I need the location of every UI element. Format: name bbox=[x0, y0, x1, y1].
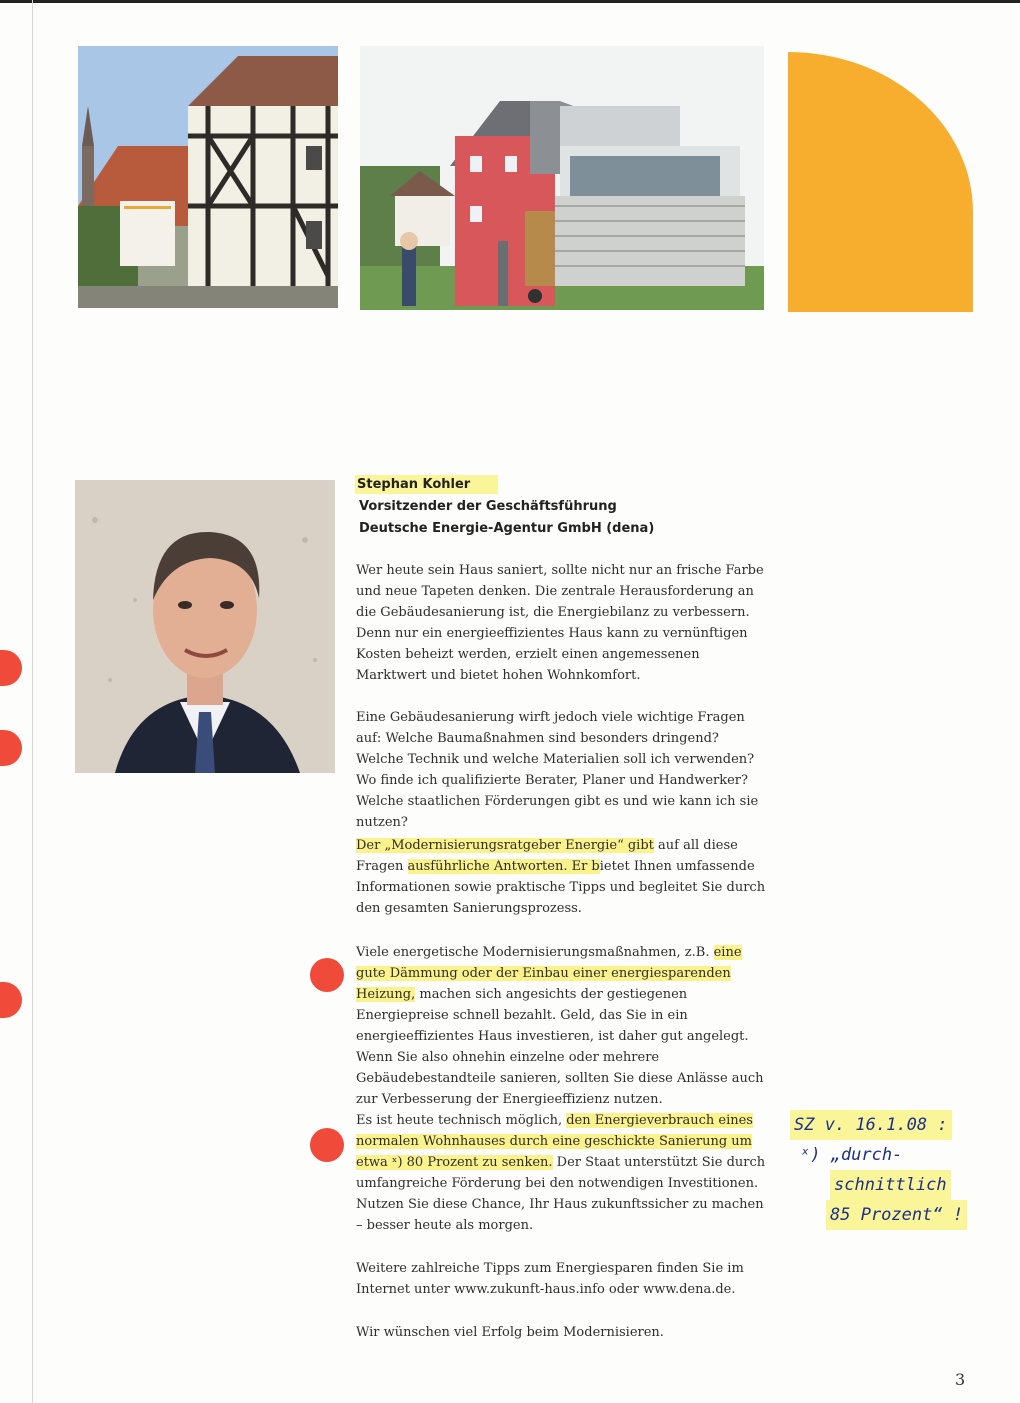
paragraph-4-text-b: machen sich angesichts der gestiegenen Energiepreise schnell bezahlt. Geld, das Sie in ein energieeffizientes Haus investieren, ist daher gut angelegt. Wenn Sie also ohnehin einzelne oder mehrere Gebäudebestandteile sanieren, sollten Sie diese Anlässe auch zur Verbesserung der Energieeffizienz nutzen. bbox=[356, 987, 764, 1107]
handwritten-note bbox=[790, 1110, 1010, 1230]
note-line-3: schnittlich bbox=[830, 1170, 951, 1200]
red-marker-dot bbox=[310, 1128, 344, 1162]
paragraph-3-text-b: ietet Ihnen umfassende Informationen sowie praktische Tipps und begleitet Sie durch den gesamten Sanierungsprozess. bbox=[356, 859, 766, 916]
orange-decorative-shape bbox=[788, 52, 973, 312]
paragraph-4 bbox=[356, 942, 766, 1110]
paragraph-3-text-a: auf all diese Fragen bbox=[356, 838, 738, 874]
author-name: Stephan Kohler bbox=[355, 475, 498, 494]
author-organization: Deutsche Energie-Agentur GmbH (dena) bbox=[359, 521, 655, 536]
red-margin-tab bbox=[0, 982, 22, 1018]
paragraph-3 bbox=[356, 835, 766, 919]
paragraph-2 bbox=[356, 707, 766, 833]
note-line-4: 85 Prozent“ ! bbox=[826, 1200, 967, 1230]
paragraph-2-text: Eine Gebäudesanierung wirft jedoch viele wichtige Fragen auf: Welche Baumaßnahmen sind besonders dringend? Welche Technik und welche Materialien soll ich verwenden? Wo finde ich qualifizierte Berater, Planer und Handwerker? Welche staatlichen Förderungen gibt es und wie kann ich sie nutzen? bbox=[356, 710, 759, 830]
highlight-ratgeber: Der „Modernisierungsratgeber Energie“ gibt bbox=[356, 838, 654, 853]
photo-renovated-house bbox=[360, 46, 764, 310]
author-position: Vorsitzender der Geschäftsführung bbox=[359, 499, 617, 514]
paragraph-1-text: Wer heute sein Haus saniert, sollte nicht nur an frische Farbe und neue Tapeten denken. Die zentrale Herausforderung an die Gebäudesanierung ist, die Energiebilanz zu verbessern. Denn nur ein energieeffizientes Haus kann zu vernünftigen Kosten beheizt werden, erzielt einen angemessenen Marktwert und bietet hohen Wohnkomfort. bbox=[356, 563, 764, 683]
highlight-energieverbrauch: den Energieverbrauch eines normalen Wohnhauses durch eine geschickte Sanierung um etwa ˣ) 80 Prozent zu senken. bbox=[356, 1113, 753, 1170]
page-number: 3 bbox=[955, 1370, 966, 1389]
paragraph-6-text: Weitere zahlreiche Tipps zum Energiesparen finden Sie im Internet unter www.zukunft-haus.info oder www.dena.de. bbox=[356, 1261, 744, 1297]
author-block bbox=[359, 474, 654, 540]
photo-half-timbered-house bbox=[78, 46, 338, 308]
paragraph-5-text-b: Der Staat unterstützt Sie durch umfangreiche Förderung bei den notwendigen Investitionen. Nutzen Sie diese Chance, Ihr Haus zukunftssicher zu machen – besser heute als morgen. bbox=[356, 1155, 766, 1233]
paragraph-5 bbox=[356, 1110, 766, 1236]
paragraph-7 bbox=[356, 1322, 766, 1343]
paragraph-4-text-a: Viele energetische Modernisierungsmaßnahmen, z.B. bbox=[356, 945, 714, 960]
binding-edge bbox=[32, 0, 33, 1403]
paragraph-6 bbox=[356, 1258, 766, 1300]
red-margin-tab bbox=[0, 650, 22, 686]
red-margin-tab bbox=[0, 730, 22, 766]
highlight-antworten: ausführliche Antworten. Er b bbox=[407, 859, 600, 874]
top-edge bbox=[0, 0, 1020, 3]
note-line-2: ˣ) „durch- bbox=[800, 1145, 903, 1165]
highlight-daemmung: eine gute Dämmung oder der Einbau einer energiesparenden Heizung, bbox=[356, 945, 742, 1002]
closing-text: Wir wünschen viel Erfolg beim Modernisieren. bbox=[356, 1325, 664, 1340]
portrait-photo bbox=[75, 480, 335, 773]
red-marker-dot bbox=[310, 958, 344, 992]
paragraph-1 bbox=[356, 560, 766, 686]
note-line-1: SZ v. 16.1.08 : bbox=[790, 1110, 952, 1140]
paragraph-5-text-a: Es ist heute technisch möglich, bbox=[356, 1113, 567, 1128]
